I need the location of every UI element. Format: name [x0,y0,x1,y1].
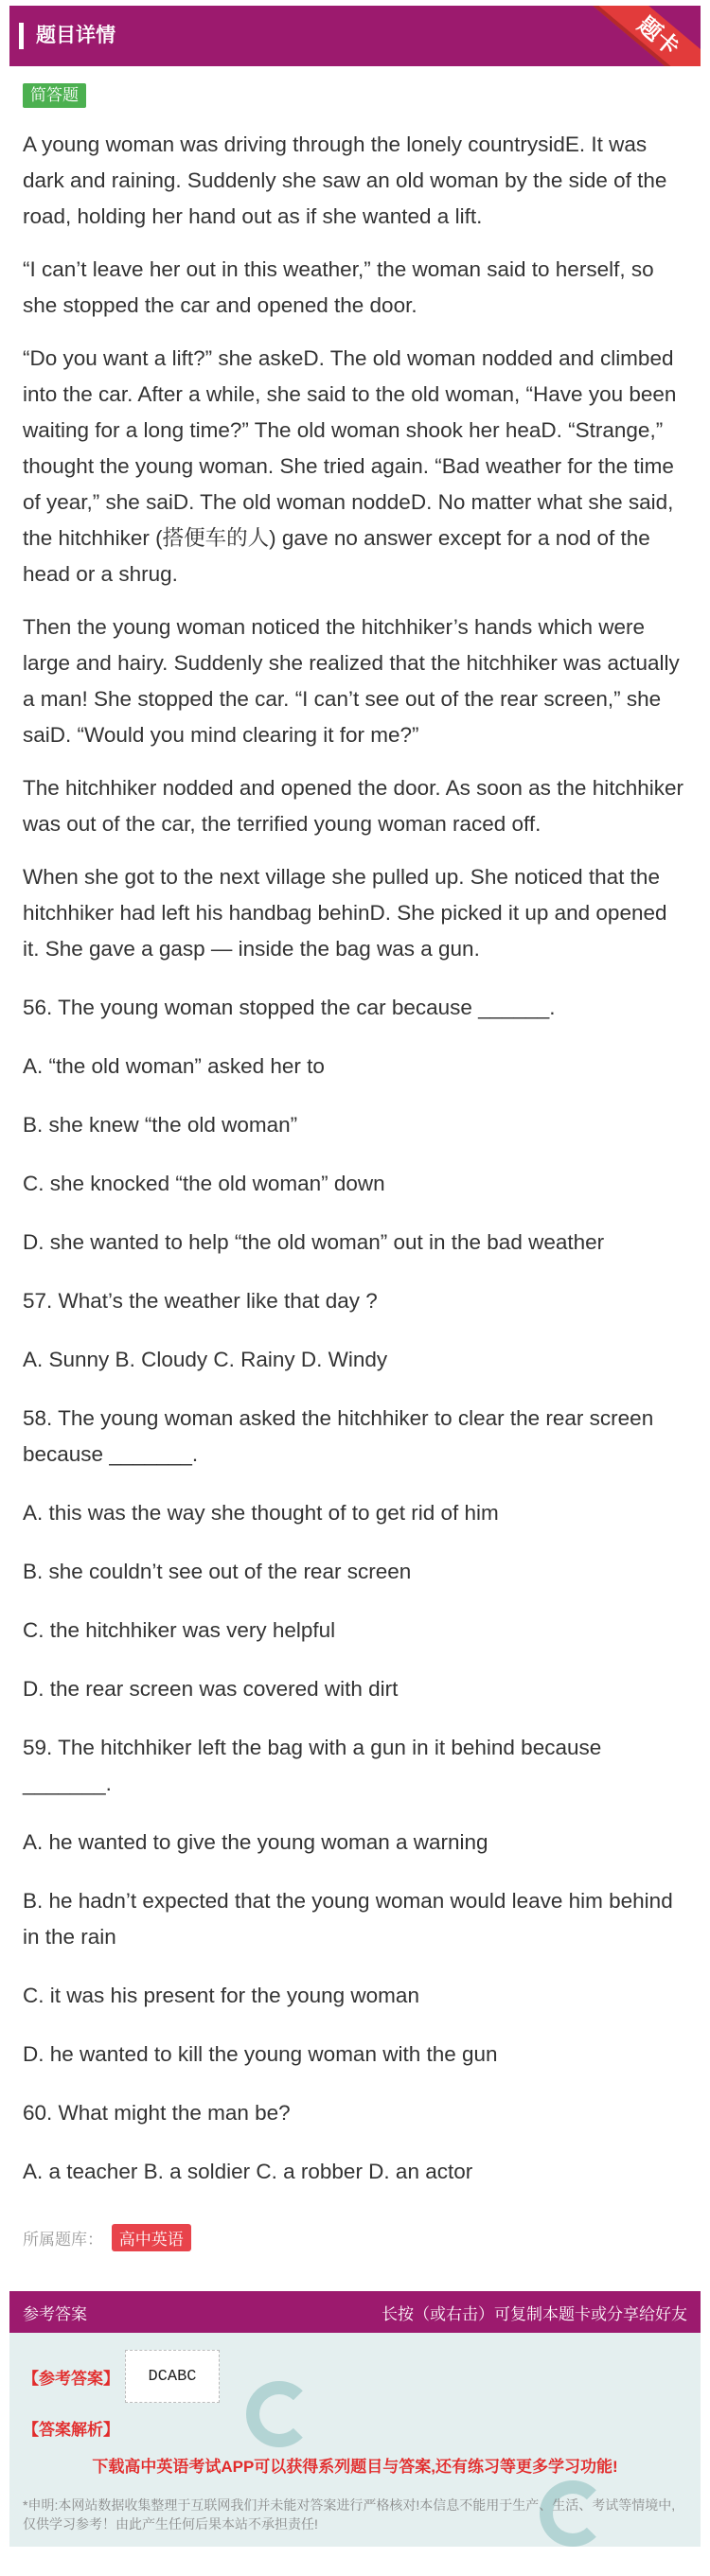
question-stem: 59. The hitchhiker left the bag with a gun in it behind because _______. [23,1736,602,1795]
passage-paragraph: “I can’t leave her out in this weather,” the woman said to herself, so she stopped the car and opened the door. [23,257,654,317]
question-option: C. it was his present for the young woman [23,1984,419,2007]
passage-paragraph: When she got to the next village she pulled up. She noticed that the hitchhiker had left his handbag behinD. She picked it up and opened it. She gave a gasp — inside the bag was a gun. [23,865,667,961]
question-option: A. “the old woman” asked her to [23,1054,325,1078]
answer-body [9,2333,701,2547]
passage-paragraph: “Do you want a lift?” she askeD. The old woman nodded and climbed into the car. After a while, she said to the old woman, “Have you been waiting for a long time?” The old woman shook her heaD. “Strange,” thought the young woman. She tried again. “Bad weather for the time of year,” she saiD. The old woman noddeD. No matter what she said, the hitchhiker (搭便车的人) gave no answer except for a nod of the head or a shrug. [23,346,677,586]
question-option: A. he wanted to give the young woman a warning [23,1830,488,1854]
question-option: A. a teacher B. a soldier C. a robber D. an actor [23,2160,473,2183]
answer-header [9,2291,701,2333]
passage-paragraph: The hitchhiker nodded and opened the door. As soon as the hitchhiker was out of the car, the terrified young woman raced off. [23,776,683,836]
question-option: C. the hitchhiker was very helpful [23,1618,336,1642]
question-stem: 57. What’s the weather like that day ? [23,1289,378,1313]
question-type-badge: 简答题 [23,83,86,108]
disclaimer-text: *申明:本网站数据收集整理于互联网我们并未能对答案进行严格核对!本信息不能用于生产、生活、考试等情境中,仅供学习参考！由此产生任何后果本站不承担责任! [23,2497,676,2532]
passage-paragraph: Then the young woman noticed the hitchhiker’s hands which were large and hairy. Suddenly she realized that the hitchhiker was actually a man! She stopped the car. “I can’t see out of the rear screen,” she saiD. “Would you mind clearing it for me?” [23,615,680,747]
question-option: D. the rear screen was covered with dirt [23,1677,399,1701]
question-option: B. he hadn’t expected that the young woman would leave him behind in the rain [23,1889,673,1949]
question-option: A. this was the way she thought of to get rid of him [23,1501,499,1525]
answer-header-hint: 长按（或右击）可复制本题卡或分享给好友 [382,2304,687,2323]
reference-answer-value: DCABC [125,2350,220,2403]
question-content [0,66,710,2251]
question-option: D. he wanted to kill the young woman with the gun [23,2042,498,2066]
passage-paragraph: A young woman was driving through the lonely countrysidE. It was dark and raining. Suddenly she saw an old woman by the side of the road, holding her hand out as if she wanted a lift. [23,132,667,228]
reference-answer-label: 【参考答案】 [23,2369,119,2388]
question-bank-label: 所属题库： [23,2231,103,2249]
question-option: D. she wanted to help “the old woman” out in the bad weather [23,1230,605,1254]
question-bank-row [23,2224,687,2251]
ribbon-tag[interactable]: 题卡 [585,6,701,66]
header-accent-bar [19,23,24,49]
question-bank-tag[interactable]: 高中英语 [112,2224,191,2251]
question-option: B. she couldn’t see out of the rear screen [23,1560,412,1583]
answer-analysis-label: 【答案解析】 [23,2421,119,2439]
question-stem: 58. The young woman asked the hitchhiker to clear the rear screen because _______. [23,1406,654,1466]
question-option: A. Sunny B. Cloudy C. Rainy D. Windy [23,1348,388,1371]
reference-answer-row [23,2348,687,2405]
answer-card[interactable] [9,2291,701,2547]
question-stem: 56. The young woman stopped the car because ______. [23,996,556,1019]
question-stem: 60. What might the man be? [23,2101,291,2125]
question-option: C. she knocked “the old woman” down [23,1172,385,1195]
page-title: 题目详情 [36,25,115,46]
question-option: B. she knew “the old woman” [23,1113,298,1137]
page-header [9,6,701,66]
download-app-promo[interactable]: 下载高中英语考试APP可以获得系列题目与答案,还有练习等更多学习功能! [92,2458,618,2476]
answer-header-title: 参考答案 [23,2304,87,2323]
